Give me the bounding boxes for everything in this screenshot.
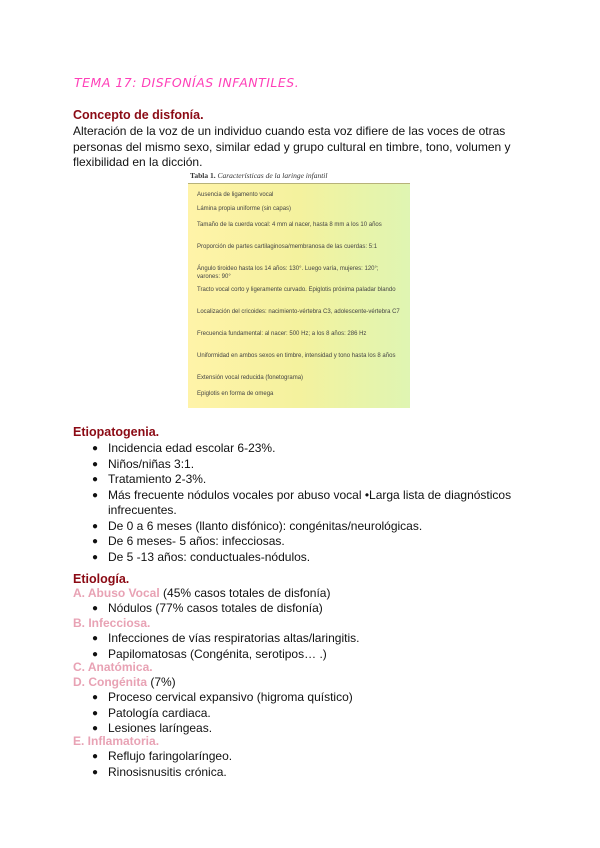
table-row: Uniformidad en ambos sexos en timbre, intensidad y tono hasta los 8 años (197, 353, 396, 359)
laringe-table-image (188, 171, 410, 407)
list-item: ● Proceso cervical expansivo (higroma quístico) (91, 690, 353, 704)
table-row: Ángulo tiroideo hasta los 14 años: 130°. Luego varía, mujeres: 120°; varones: 90° (197, 266, 379, 280)
etiopatogenia-list (90, 441, 530, 565)
bullet-icon: ● (91, 633, 99, 644)
list-item: ● De 6 meses- 5 años: infecciosas. (91, 534, 285, 548)
etiologia-b-list (90, 631, 359, 662)
etiologia-d-list (90, 690, 353, 737)
etiologia-e-label: E. Inflamatoria. (73, 734, 160, 748)
etiologia-c-label: C. Anatómica. (73, 660, 153, 674)
table-caption: Tabla 1. Características de la laringe infantil (190, 171, 328, 180)
table-row: Ausencia de ligamento vocal (197, 192, 274, 198)
bullet-icon: ● (91, 551, 99, 563)
list-item: ● Tratamiento 2-3%. (91, 472, 207, 486)
etiologia-a-list (90, 601, 323, 617)
concepto-heading: Concepto de disfonía. (73, 108, 204, 122)
etiologia-e-list (90, 749, 232, 780)
list-item: ● Niños/niñas 3:1. (91, 456, 195, 471)
etiologia-d-label: D. Congénita (7%) (73, 675, 176, 689)
table-row: Epiglotis en forma de omega (197, 391, 274, 397)
list-item: ● Papilomatosas (Congénita, serotipos… .) (91, 646, 327, 661)
bullet-icon: ● (91, 536, 99, 547)
bullet-icon: ● (91, 520, 99, 532)
concepto-paragraph: Alteración de la voz de un individuo cuando esta voz difiere de las voces de otras personas del mismo sexo, similar edad y grupo cultural en timbre, tono, volumen y flexibilidad en la dicción. (73, 124, 511, 169)
bullet-icon: ● (91, 766, 99, 778)
table-row: Localización del cricoides: nacimiento-vértebra C3, adolescente-vértebra C7 (197, 309, 400, 315)
table-row: Tracto vocal corto y ligeramente curvado. Epiglotis próxima paladar blando (197, 287, 396, 293)
bullet-icon: ● (91, 489, 99, 501)
list-item: ● Incidencia edad escolar 6-23%. (91, 441, 276, 455)
bullet-icon: ● (91, 443, 99, 454)
list-item: ● Patología cardiaca. (91, 705, 211, 720)
list-item: ● De 0 a 6 meses (llanto disfónico): congénitas/neurológicas. (91, 518, 423, 533)
bullet-icon: ● (91, 707, 99, 719)
etiopatogenia-heading: Etiopatogenia. (73, 425, 160, 439)
table-row: Extensión vocal reducida (fonetograma) (197, 375, 304, 381)
list-item: ● De 5 -13 años: conductuales-nódulos. (91, 549, 311, 564)
bullet-icon: ● (91, 458, 99, 470)
page-title: TEMA 17: DISFONÍAS INFANTILES. (74, 75, 300, 90)
etiologia-a-label: A. Abuso Vocal (45% casos totales de disfonía) (73, 586, 331, 600)
bullet-icon: ● (91, 751, 99, 762)
list-item: ● Reflujo faringolaríngeo. (91, 749, 233, 763)
bullet-icon: ● (91, 723, 99, 734)
table-row: Tamaño de la cuerda vocal: 4 mm al nacer, hasta 8 mm a los 10 años (197, 222, 382, 228)
etiologia-b-label: B. Infecciosa. (73, 616, 151, 630)
bullet-icon: ● (91, 692, 99, 703)
list-item: ● Infecciones de vías respiratorias altas/laringitis. (91, 631, 360, 645)
list-item: ● Lesiones laríngeas. (91, 721, 213, 735)
table-row: Frecuencia fundamental: al nacer: 500 Hz; a los 8 años: 286 Hz (197, 331, 367, 337)
list-item: ● Nódulos (77% casos totales de disfonía) (91, 601, 323, 615)
bullet-icon: ● (91, 648, 99, 660)
bullet-icon: ● (91, 474, 99, 485)
bullet-icon: ● (91, 603, 99, 614)
etiologia-heading: Etiología. (73, 572, 130, 586)
list-item: ● Más frecuente nódulos vocales por abuso vocal •Larga lista de diagnósticos infrecuentes. (91, 487, 512, 517)
list-item: ● Rinosisnusitis crónica. (91, 764, 227, 779)
table-row: Lámina propia uniforme (sin capas) (197, 206, 292, 212)
table-body (188, 183, 410, 408)
table-row: Proporción de partes cartilaginosa/membranosa de las cuerdas: 5:1 (197, 244, 378, 250)
